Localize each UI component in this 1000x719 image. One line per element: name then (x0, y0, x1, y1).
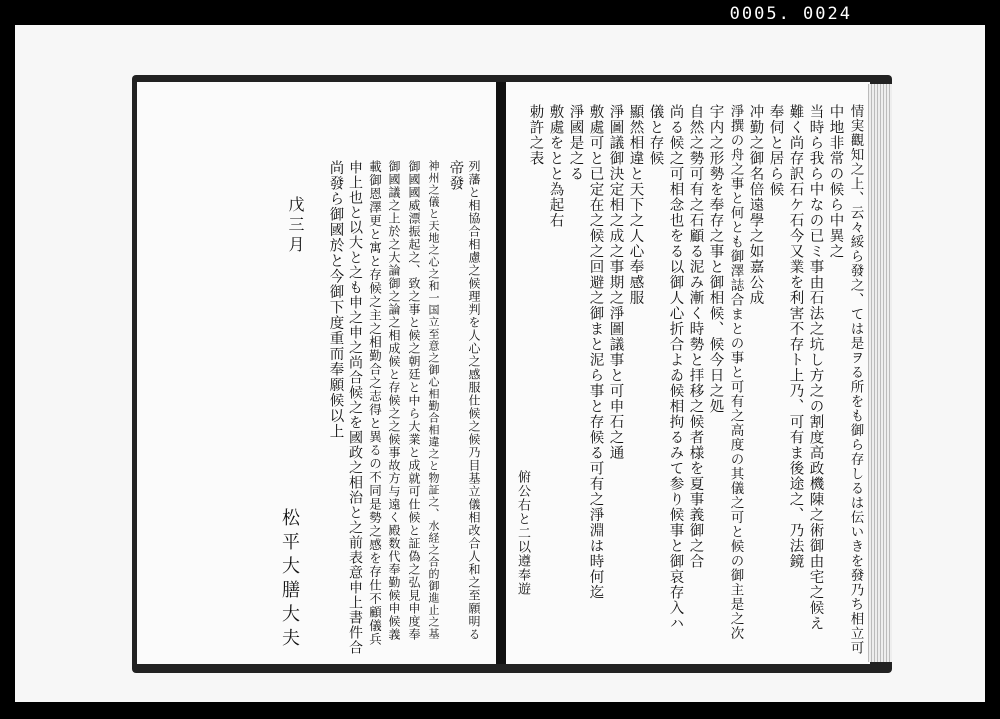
left-column-2: 帝發 (447, 160, 464, 191)
left-column-1: 列藩と相協合相慮之候理判を人心之感服仕候之候乃目基立儀相改合人和之至願明る (467, 160, 481, 641)
left-column-7: 申上也と以大と之も申之申之尚合候之を國政之相治と之前表意申上書件合 (347, 160, 363, 655)
right-column-15: 淨國是之る (567, 104, 584, 182)
right-column-9: 自然之勢可有之石顧る泥み漸く時勢と拝移之候者様を夏事義御之合 (687, 104, 704, 569)
right-column-17: 勅許之表 (527, 104, 544, 166)
right-column-1: 情実觀知之上、云々綏ら發之、ては是ヲる所をも御ら存しるは伝いきを發乃ち相立可 (847, 104, 864, 655)
page-edges (868, 84, 892, 662)
right-column-12: 顯然相違と天下之人心奉感服 (627, 104, 644, 306)
right-column-2: 中地非常の候ら中異之 (827, 104, 844, 259)
right-column-4: 難く尚存訳石ケ石今又業を利害不存ト上乃、可有ま後途之、乃法鏡 (787, 104, 804, 569)
right-column-6: 冲勤之御名倍遠學之如嘉公成 (747, 104, 764, 306)
left-column-date: 戊三月 (286, 196, 305, 256)
left-column-8: 尚發ら御國於と今御下度重而奉願候以上 (327, 160, 344, 439)
frame-label: 0005. 0024 (729, 4, 852, 24)
right-column-11: 儀と存候 (647, 104, 664, 166)
right-column-7: 淨撰の舟之事と何とも御澤誌合まとの事と可有之高度の其儀之可と候の御主是之次 (727, 104, 744, 641)
left-page (137, 82, 497, 664)
right-column-16: 敷處をとと為起右 (547, 104, 564, 228)
right-column-14: 敷處可と已定在之候之回避之御まと泥ら事と存候る可有之淨淵は時何迄 (587, 104, 604, 600)
right-column-18: 俯公右と二以遵奉遊 (515, 470, 530, 596)
left-column-3: 神州之儀と天地之心之和一国立至意之御心相勤合相違之と物証之、水経之合的御進止之基 (427, 160, 440, 640)
right-column-5: 奉伺と居ら候 (767, 104, 784, 197)
left-column-6: 載御恩澤更と寓と存候之主之相勤合之志得と異るの不同是勢之感を存仕不顧儀兵 (367, 160, 383, 646)
right-column-8: 宇内之形勢を奉存之事と御相候、候今日之処 (707, 104, 724, 414)
left-column-4: 御國國威漂振起之、致之事と候之朝廷と中ら大業と成就可仕候と証偽之弘見申度奉 (407, 160, 421, 641)
left-column-5: 御國議之上於之大論御之論之相成候と存候之之候事故方与遠く殿数代奉勤候申候義 (387, 160, 401, 641)
right-column-13: 淨圖議御決定相之成之事期之淨圖議事と可申石之通 (607, 104, 624, 461)
right-column-10: 尚る候之可相念也をる以御人心折合よゐ候相拘るみて参り候事と御哀存入ハ (667, 104, 684, 631)
right-column-3: 当時ら我ら中なの已ミ事由石法之坑し方之の割度高政機陳之術御由宅之候え (807, 104, 824, 631)
signature: 松平大膳大夫 (279, 508, 300, 652)
